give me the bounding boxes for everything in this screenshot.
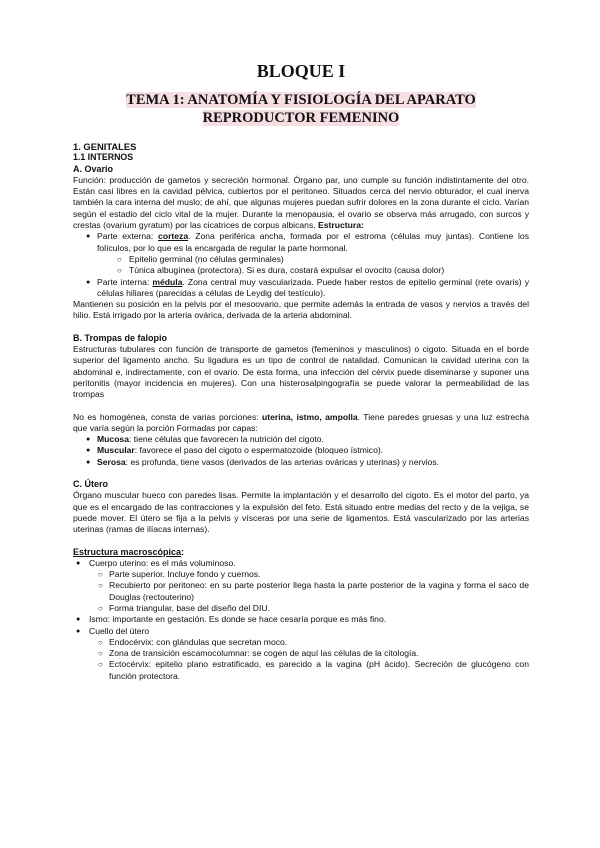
list-item: ● Ismo: importante en gestación. Es donde se hace cesaría porque es más fino. xyxy=(73,614,529,625)
list-item: ● Parte interna: médula. Zona central muy vascularizada. Puede haber restos de epitelio germinal (rete ovaris) y células hiliares (parecidas a células de Leydig del testículo). xyxy=(73,277,529,300)
ovario-paragraph: Función: producción de gametos y secreción hormonal. Órgano par, uno cumple su función indistintamente del otro. Están casi libres en la cavidad pélvica, cubiertos por el peritoneo. Situados cerca del nervio obturador, el cual inerva también la cara interna del muslo; de ahí, que algunas mujeres puedan sufrir dolores en la zona durante el ciclo. Varían según el estadio del ciclo vital de la mujer. Durante la menopausia, el ovario se observa más arrugado, con surcos y crestas (ovarium gyratum) por las cicatrices de corpus albicans. Estructura: xyxy=(73,174,529,231)
list-item: ● Mucosa: tiene células que favorecen la nutrición del cigoto. xyxy=(73,434,529,445)
list-item: ● Cuello del útero xyxy=(73,626,529,637)
list-item: ● Serosa: es profunda, tiene vasos (derivados de las arterias ováricas y uterinas) y nervios. xyxy=(73,457,529,468)
medula-term: médula xyxy=(152,276,183,287)
list-item: ○ Túnica albugínea (protectora). Si es dura, costará expulsar el ovocito (causa dolor) xyxy=(73,265,529,276)
topic-title-line1: TEMA 1: ANATOMÍA Y FISIOLOGÍA DEL APARATO xyxy=(126,92,476,108)
list-item: ● Muscular: favorece el paso del cigoto o espermatozoide (bloqueo ístmico). xyxy=(73,445,529,456)
trompas-paragraph: Estructuras tubulares con función de transporte de gametos (femeninos y masculinos) o cigoto. Situada en el borde superior del ligamento ancho. Su ligadura es un tipo de control de natalidad. Comunican la cavidad uterina con la abdominal e, indirectamente, con el ovario. De esta forma, una infección del cérvix puede diseminarse y suponer una peritonitis (mayor incidencia en mujeres). Con una histerosalpingografía se puede valorar la permeabilidad de las trompas xyxy=(73,344,529,400)
ovario-closing: Mantienen su posición en la pelvis por el mesoovario, que permite además la entrada de vasos y nervios a través del hilio. Está irrigado por la arteria ovárica, derivada de la arteria abdominal. xyxy=(73,299,529,321)
list-item: ● Parte externa: corteza. Zona periférica ancha, formada por el estroma (células muy juntas). Contiene los folículos, por lo que es la encargada de regular la parte hormonal. xyxy=(73,231,529,254)
utero-heading: C. Útero xyxy=(73,479,109,490)
document-content xyxy=(73,60,529,682)
subsection-heading: 1.1 INTERNOS xyxy=(73,152,134,163)
utero-structure-list xyxy=(73,558,529,682)
section-heading: 1. GENITALES xyxy=(73,141,137,152)
topic-title xyxy=(73,91,529,127)
macro-heading: Estructura macroscópica: xyxy=(73,546,185,557)
topic-title-line2: REPRODUCTOR FEMENINO xyxy=(202,110,400,126)
trompas-layers-list xyxy=(73,434,529,468)
block-title: BLOQUE I xyxy=(256,61,346,81)
estructura-label: Estructura: xyxy=(318,220,364,231)
utero-paragraph: Órgano muscular hueco con paredes lisas. Permite la implantación y el desarrollo del cigoto. Es el motor del parto, ya que es el encargado de las contracciones y la expulsión del feto. Está situado entre medias del recto y de la vejiga, se puede mover. El útero se fija a la pelvis y vísceras por una serie de ligamentos. Está vascularizado por las arterias uterinas (ramas de ilíacas internas). xyxy=(73,490,529,535)
ovario-structure-list xyxy=(73,231,529,299)
list-item: ○ Recubierto por peritoneo: en su parte posterior llega hasta la parte posterior de la vagina y forma el saco de Douglas (rectouterino) xyxy=(73,580,529,603)
corteza-term: corteza xyxy=(158,231,189,242)
list-item: ● Cuerpo uterino: es el más voluminoso. xyxy=(73,558,529,569)
list-item: ○ Zona de transición escamocolumnar: se cogen de aquí las células de la citología. xyxy=(73,648,529,659)
trompas-portions: No es homogénea, consta de varias porciones: uterina, istmo, ampolla. Tiene paredes gruesas y una luz estrecha que varía según la porción Formadas por capas: xyxy=(73,411,529,433)
list-item: ○ Epitelio germinal (no células germinales) xyxy=(73,254,529,265)
list-item: ○ Endocérvix: con glándulas que secretan moco. xyxy=(73,637,529,648)
list-item: ○ Ectocérvix: epitelio plano estratificado, es parecido a la vagina (pH ácido). Secreción de glucógeno con función protectora. xyxy=(73,659,529,682)
trompas-heading: B. Trompas de falopio xyxy=(73,332,168,343)
list-item: ○ Forma triangular, base del diseño del DIU. xyxy=(73,603,529,614)
list-item: ○ Parte superior. Incluye fondo y cuernos. xyxy=(73,569,529,580)
ovario-heading: A. Ovario xyxy=(73,163,114,174)
